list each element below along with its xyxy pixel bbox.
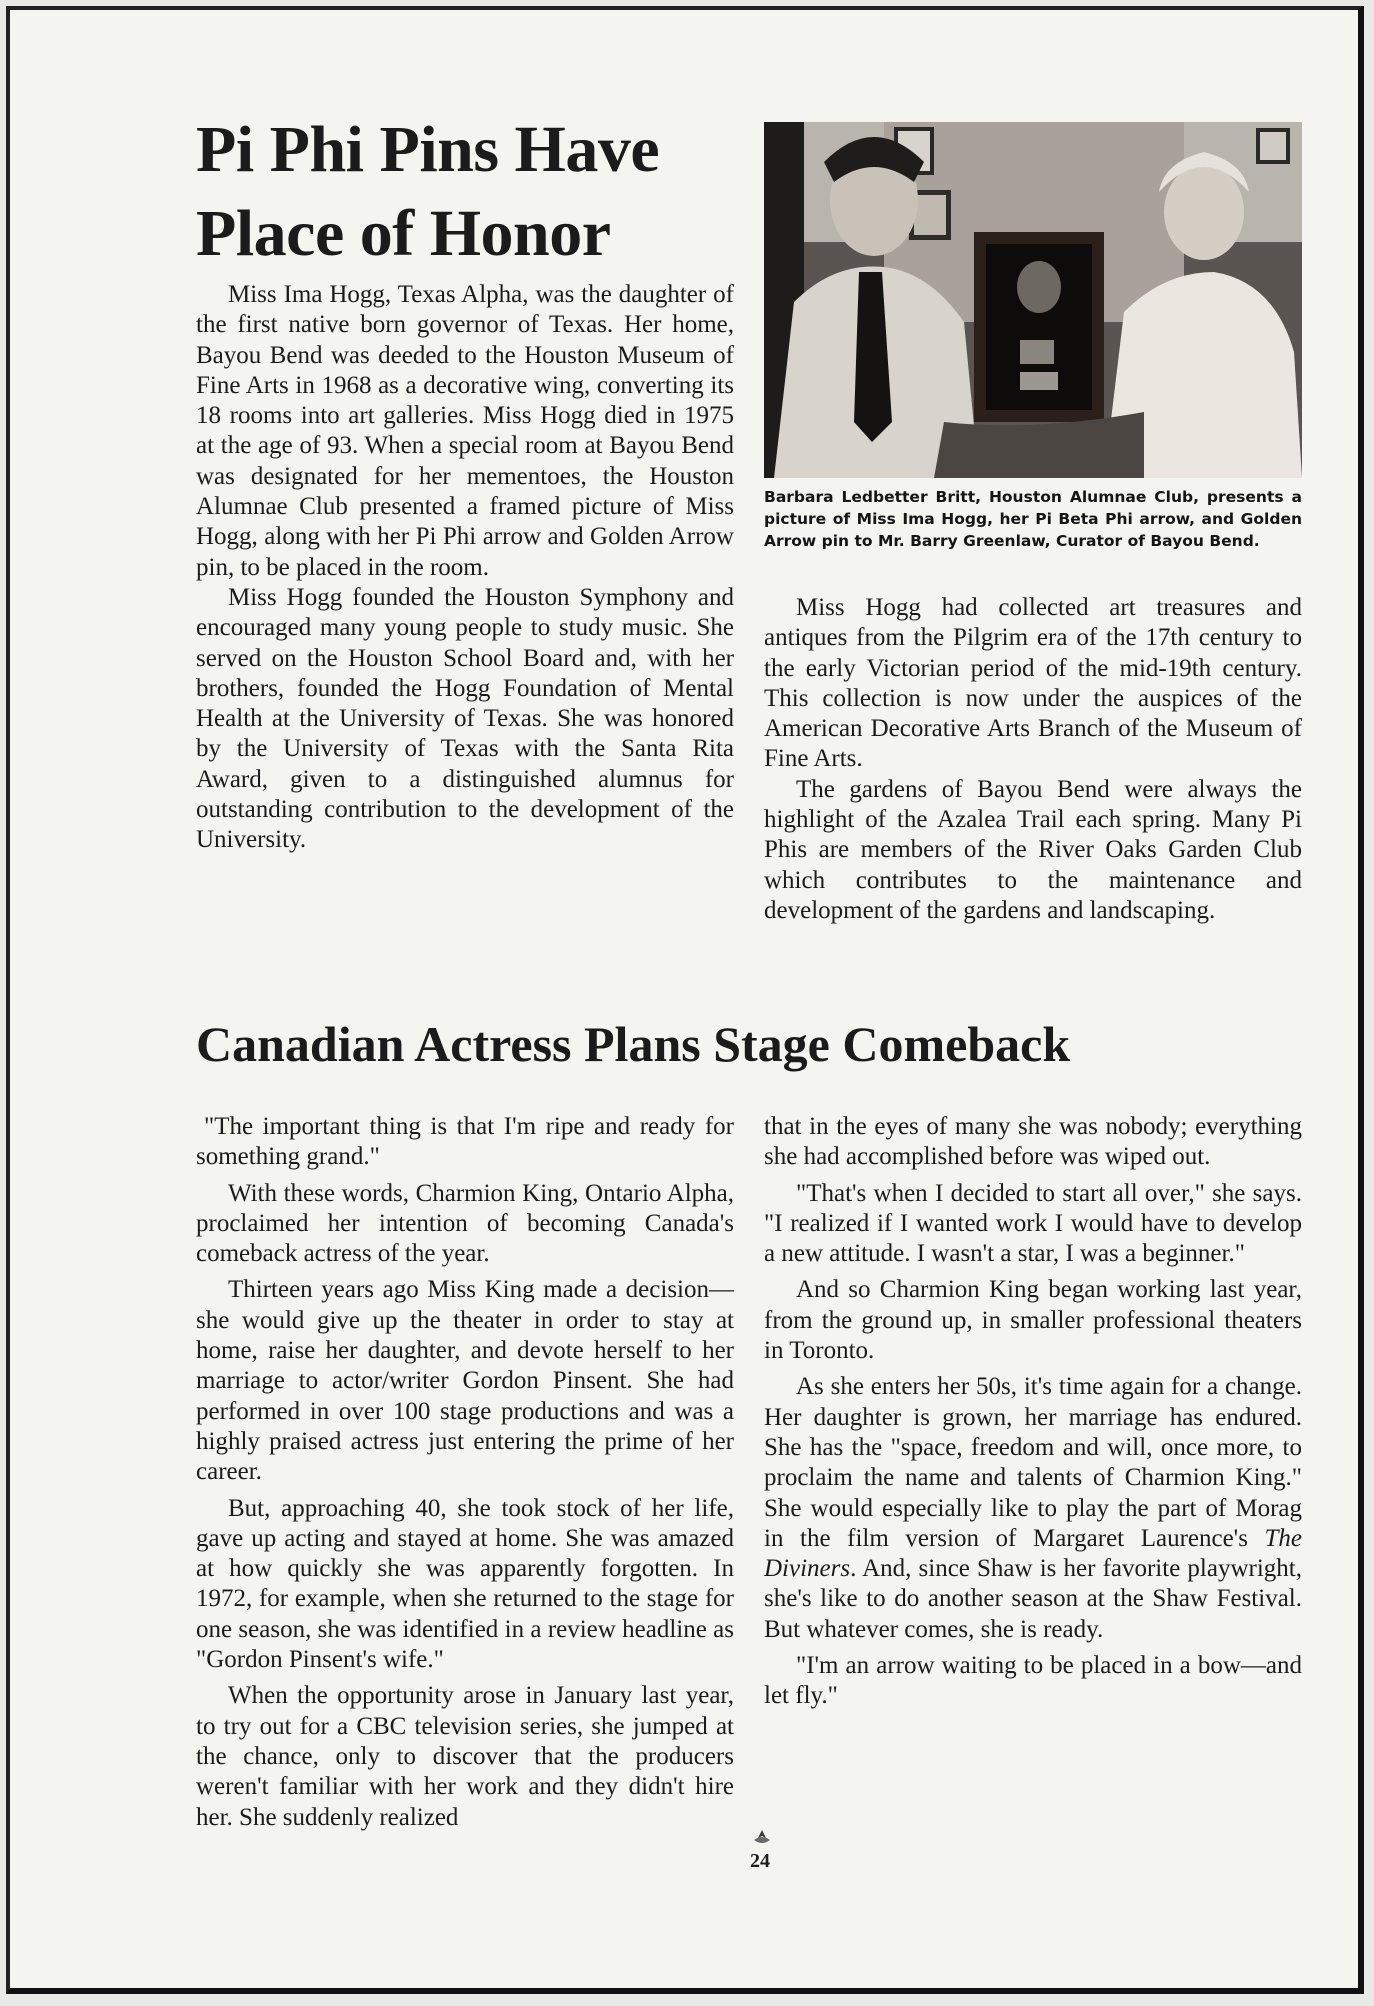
article1-title: Pi Phi Pins Have Place of Honor [196,113,660,270]
text-run: . And, since Shaw is her favorite playwright, she's like to do another season at the Shaw Festival. But whatever comes, she is ready. [764,1555,1302,1643]
book-title: The Diviners [764,1524,1302,1583]
article2-paragraph: When the opportunity arose in January last year, to try out for a CBC television series, she jumped at the chance, only to discover that the producers weren't familiar with her work and they didn't hire her. She suddenly realized [196,1682,734,1831]
article2-paragraph: "The important thing is that I'm ripe and ready for something grand." [196,1113,734,1171]
article2-paragraph: With these words, Charmion King, Ontario Alpha, proclaimed her intention of becoming Canada's comeback actress of the year. [196,1179,734,1268]
article1-column-left [196,280,734,856]
page-number: 24 [750,1850,770,1872]
photo-presentation [764,122,1302,478]
article2-paragraph: that in the eyes of many she was nobody; everything she had accomplished before was wiped out. [764,1113,1302,1171]
article1-paragraph: The gardens of Bayou Bend were always the highlight of the Azalea Trail each spring. Many Pi Phis are members of the River Oaks Garden Club which contributes to the maintenance and development of the gardens and landscaping. [764,775,1302,924]
article2-title: Canadian Actress Plans Stage Comeback [196,1016,1071,1072]
text-run: As she enters her 50s, it's time again for a change. Her daughter is grown, her marriage has endured. She has the "space, freedom and will, once more, to proclaim the name and talents of Charmion King." She would especially like to play the part of Morag in the film version of Margaret Laurence's [764,1373,1302,1552]
article2-paragraph: But, approaching 40, she took stock of her life, gave up acting and stayed at home. She was amazed at how quickly she was apparently forgotten. In 1972, for example, when she returned to the stage for one season, she was identified in a review headline as "Gordon Pinsent's wife." [196,1494,734,1674]
article1-column-right [764,593,1302,926]
article2-paragraph [764,1372,1302,1645]
article2-paragraph: Thirteen years ago Miss King made a decision—she would give up the theater in order to stay at home, raise her daughter, and devote herself to her marriage to actor/writer Gordon Pinsent. She had performed in over 100 stage productions and was a highly praised actress just entering the prime of her career. [196,1276,734,1486]
article2-paragraph: "That's when I decided to start all over," she says. "I realized if I wanted work I would have to develop a new attitude. I wasn't a star, I was a beginner." [764,1179,1302,1268]
article2-column-left [196,1112,734,1839]
article2-paragraph: "I'm an arrow waiting to be placed in a bow—and let fly." [764,1652,1302,1710]
photo-caption: Barbara Ledbetter Britt, Houston Alumnae Club, presents a picture of Miss Ima Hogg, her Pi Beta Phi arrow, and Golden Arrow pin to Mr. Barry Greenlaw, Curator of Bayou Bend. [764,488,1302,550]
article1-paragraph: Miss Ima Hogg, Texas Alpha, was the daughter of the first native born governor of Texas. Her home, Bayou Bend was deeded to the Houston Museum of Fine Arts in 1968 as a decorative wing, converting its 18 rooms into art galleries. Miss Hogg died in 1975 at the age of 93. When a special room at Bayou Bend was designated for her mementoes, the Houston Alumnae Club presented a framed picture of Miss Hogg, along with her Pi Phi arrow and Golden Arrow pin, to be placed in the room. [196,281,734,581]
article1-paragraph: Miss Hogg had collected art treasures and antiques from the Pilgrim era of the 17th century to the early Victorian period of the mid-19th century. This collection is now under the auspices of the American Decorative Arts Branch of the Museum of Fine Arts. [764,594,1302,773]
article2-paragraph: And so Charmion King began working last year, from the ground up, in smaller professional theaters in Toronto. [764,1276,1302,1365]
magazine-page [6,6,1364,1994]
photo-illustration [764,122,1302,478]
article1-paragraph: Miss Hogg founded the Houston Symphony and encouraged many young people to study music. She served on the Houston School Board and, with her brothers, founded the Hogg Foundation of Mental Health at the University of Texas. She was honored by the University of Texas with the Santa Rita Award, given to a distinguished alumnus for outstanding contribution to the development of the University. [196,583,734,854]
article2-column-right [764,1112,1302,1718]
